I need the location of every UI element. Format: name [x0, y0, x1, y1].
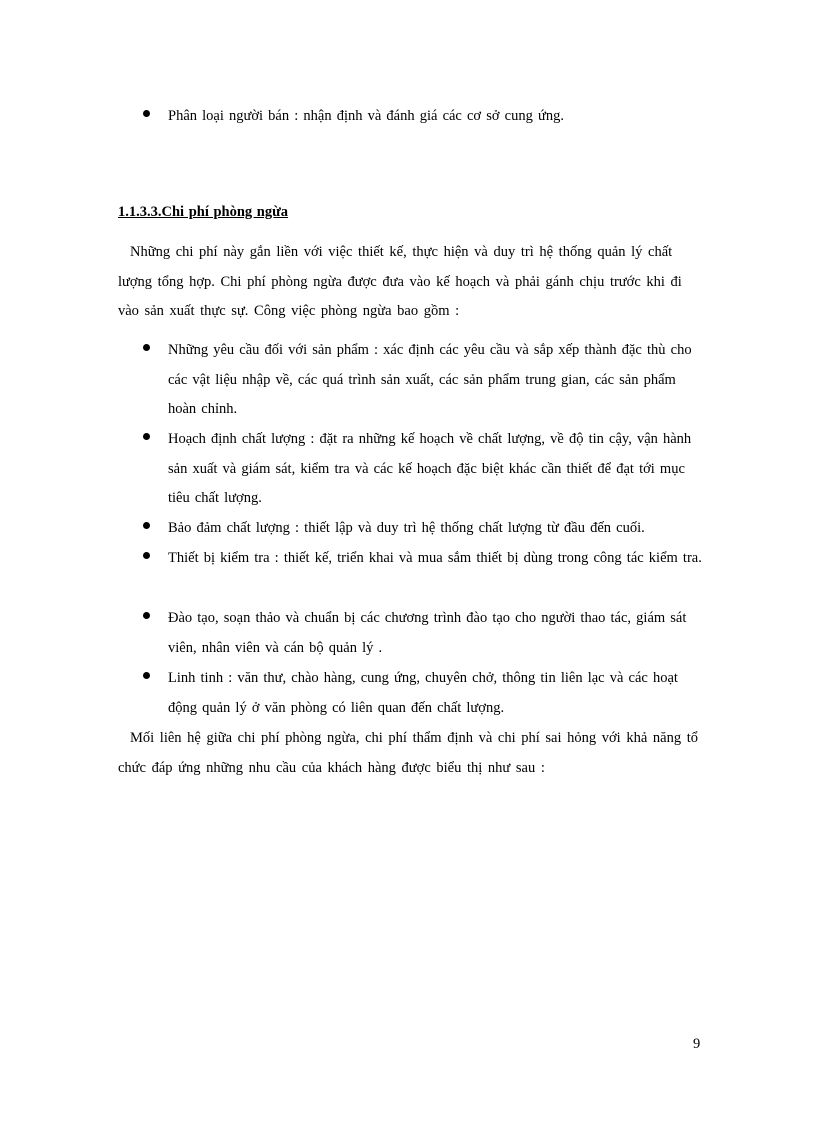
bullet-icon — [143, 672, 150, 679]
section-heading: 1.1.3.3.Chi phí phòng ngừa — [118, 204, 289, 220]
list-item-text: Phân loại người bán : nhận định và đánh giá các cơ sở cung ứng. — [168, 108, 564, 124]
list-item — [143, 336, 703, 425]
bullet-icon — [143, 110, 150, 117]
list-item-text: Linh tinh : văn thư, chào hàng, cung ứng, chuyên chở, thông tin liên lạc và các hoạt động quản lý ở văn phòng có liên quan đến chất lượng. — [168, 670, 678, 716]
list-item-text: Những yêu cầu đối với sản phẩm : xác định các yêu cầu và sắp xếp thành đặc thù cho các vật liệu nhập về, các quá trình sản xuất, các sản phẩm trung gian, các sản phẩm hoàn chỉnh. — [168, 342, 692, 417]
list-item — [143, 102, 703, 132]
page-number: 9 — [693, 1036, 701, 1052]
bullet-icon — [143, 612, 150, 619]
list-item — [143, 664, 703, 723]
closing-paragraph: Mối liên hệ giữa chi phí phòng ngừa, chi phí thẩm định và chi phí sai hỏng với khả năng tổ chức đáp ứng những nhu cầu của khách hàng được biểu thị như sau : — [118, 730, 698, 776]
bullet-icon — [143, 344, 150, 351]
list-item — [143, 514, 703, 544]
bullet-icon — [143, 522, 150, 529]
bullet-icon — [143, 552, 150, 559]
bullet-icon — [143, 433, 150, 440]
list-item-text: Thiết bị kiểm tra : thiết kế, triển khai và mua sắm thiết bị dùng trong công tác kiểm tra. — [168, 550, 702, 566]
list-item-text: Đào tạo, soạn thảo và chuẩn bị các chương trình đào tạo cho người thao tác, giám sát viên, nhân viên và cán bộ quản lý . — [168, 610, 687, 656]
list-item — [143, 604, 703, 663]
list-item-text: Hoạch định chất lượng : đặt ra những kế hoạch về chất lượng, về độ tin cậy, vận hành sản xuất và giám sát, kiểm tra và các kế hoạch đặc biệt khác cần thiết để đạt tới mục tiêu chất lượng. — [168, 431, 692, 506]
list-item-text: Bảo đảm chất lượng : thiết lập và duy trì hệ thống chất lượng từ đầu đến cuối. — [168, 520, 645, 536]
intro-paragraph: Những chi phí này gắn liền với việc thiết kế, thực hiện và duy trì hệ thống quản lý chất lượng tổng hợp. Chi phí phòng ngừa được đưa vào kế hoạch và phải gánh chịu trước khi đi vào sản xuất thực sự. Công việc phòng ngừa bao gồm : — [118, 244, 682, 319]
list-item — [143, 425, 703, 514]
list-item — [143, 544, 703, 574]
